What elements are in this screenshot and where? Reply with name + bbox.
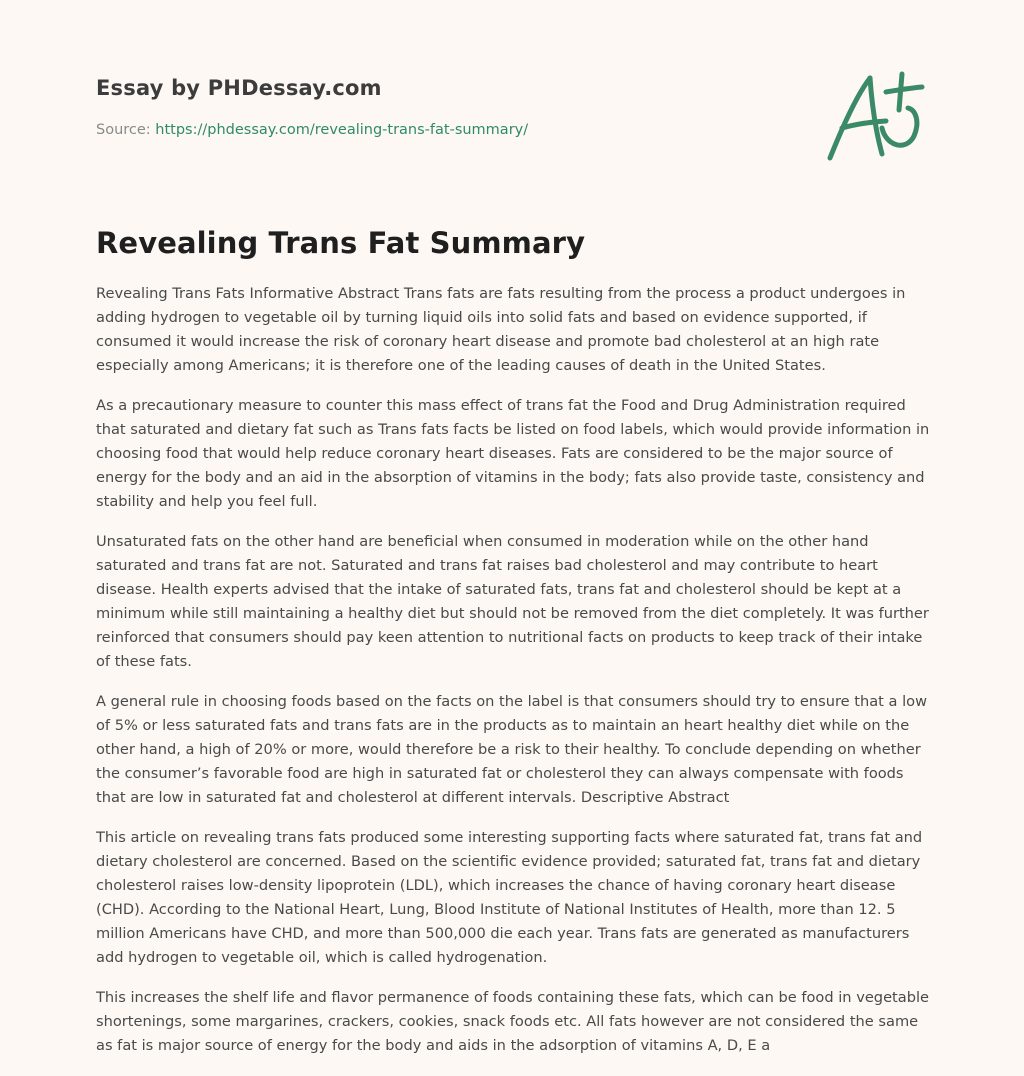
source-line	[96, 122, 796, 138]
essay-paragraph: A general rule in choosing foods based on the facts on the label is that consumers should try to ensure that a low of 5% or less saturated fats and trans fats are in the products as to maintain an heart healthy diet while on the other hand, a high of 20% or more, would therefore be a risk to their healthy. To conclude depending on whether the consumer’s favorable food are high in saturated fat or cholesterol they can always compensate with foods that are low in saturated fat and cholesterol at different intervals. Descriptive Abstract	[96, 693, 928, 806]
essay-paragraph: As a precautionary measure to counter this mass effect of trans fat the Food and Drug Administration required that saturated and dietary fat such as Trans fats facts be listed on food labels, which would provide information in choosing food that would help reduce coronary heart diseases. Fats are considered to be the major source of energy for the body and an aid in the absorption of vitamins in the body; fats also provide taste, consistency and stability and help you feel full.	[96, 397, 930, 510]
essay-paragraph: This increases the shelf life and flavor permanence of foods containing these fats, which can be food in vegetable shortenings, some margarines, crackers, cookies, snack foods etc. All fats however are not considered the same as fat is major source of energy for the body and aids in the adsorption of vitamins A, D, E a	[96, 989, 930, 1054]
site-title: Essay by PHDessay.com	[96, 76, 382, 100]
source-label: Source:	[96, 122, 151, 138]
essay-title: Revealing Trans Fat Summary	[96, 226, 586, 260]
essay-content	[96, 226, 932, 1074]
header	[96, 76, 796, 138]
source-link[interactable]: https://phdessay.com/revealing-trans-fat-summary/	[155, 122, 529, 138]
a-plus-logo-icon	[820, 66, 930, 166]
essay-paragraph: Revealing Trans Fats Informative Abstract Trans fats are fats resulting from the process a product undergoes in adding hydrogen to vegetable oil by turning liquid oils into solid fats and based on evidence supported, if consumed it would increase the risk of coronary heart disease and promote bad cholesterol at an high rate especially among Americans; it is therefore one of the leading causes of death in the United States.	[96, 285, 906, 374]
essay-paragraph: This article on revealing trans fats produced some interesting supporting facts where saturated fat, trans fat and dietary cholesterol are concerned. Based on the scientific evidence provided; saturated fat, trans fat and dietary cholesterol raises low-density lipoprotein (LDL), which increases the chance of having coronary heart disease (CHD). According to the National Heart, Lung, Blood Institute of National Institutes of Health, more than 12. 5 million Americans have CHD, and more than 500,000 die each year. Trans fats are generated as manufacturers add hydrogen to vegetable oil, which is called hydrogenation.	[96, 829, 923, 966]
essay-paragraph: Unsaturated fats on the other hand are beneficial when consumed in moderation while on the other hand saturated and trans fat are not. Saturated and trans fat raises bad cholesterol and may contribute to heart disease. Health experts advised that the intake of saturated fats, trans fat and cholesterol should be kept at a minimum while still maintaining a healthy diet but should not be removed from the diet completely. It was further reinforced that consumers should pay keen attention to nutritional facts on products to keep track of their intake of these fats.	[96, 533, 929, 670]
